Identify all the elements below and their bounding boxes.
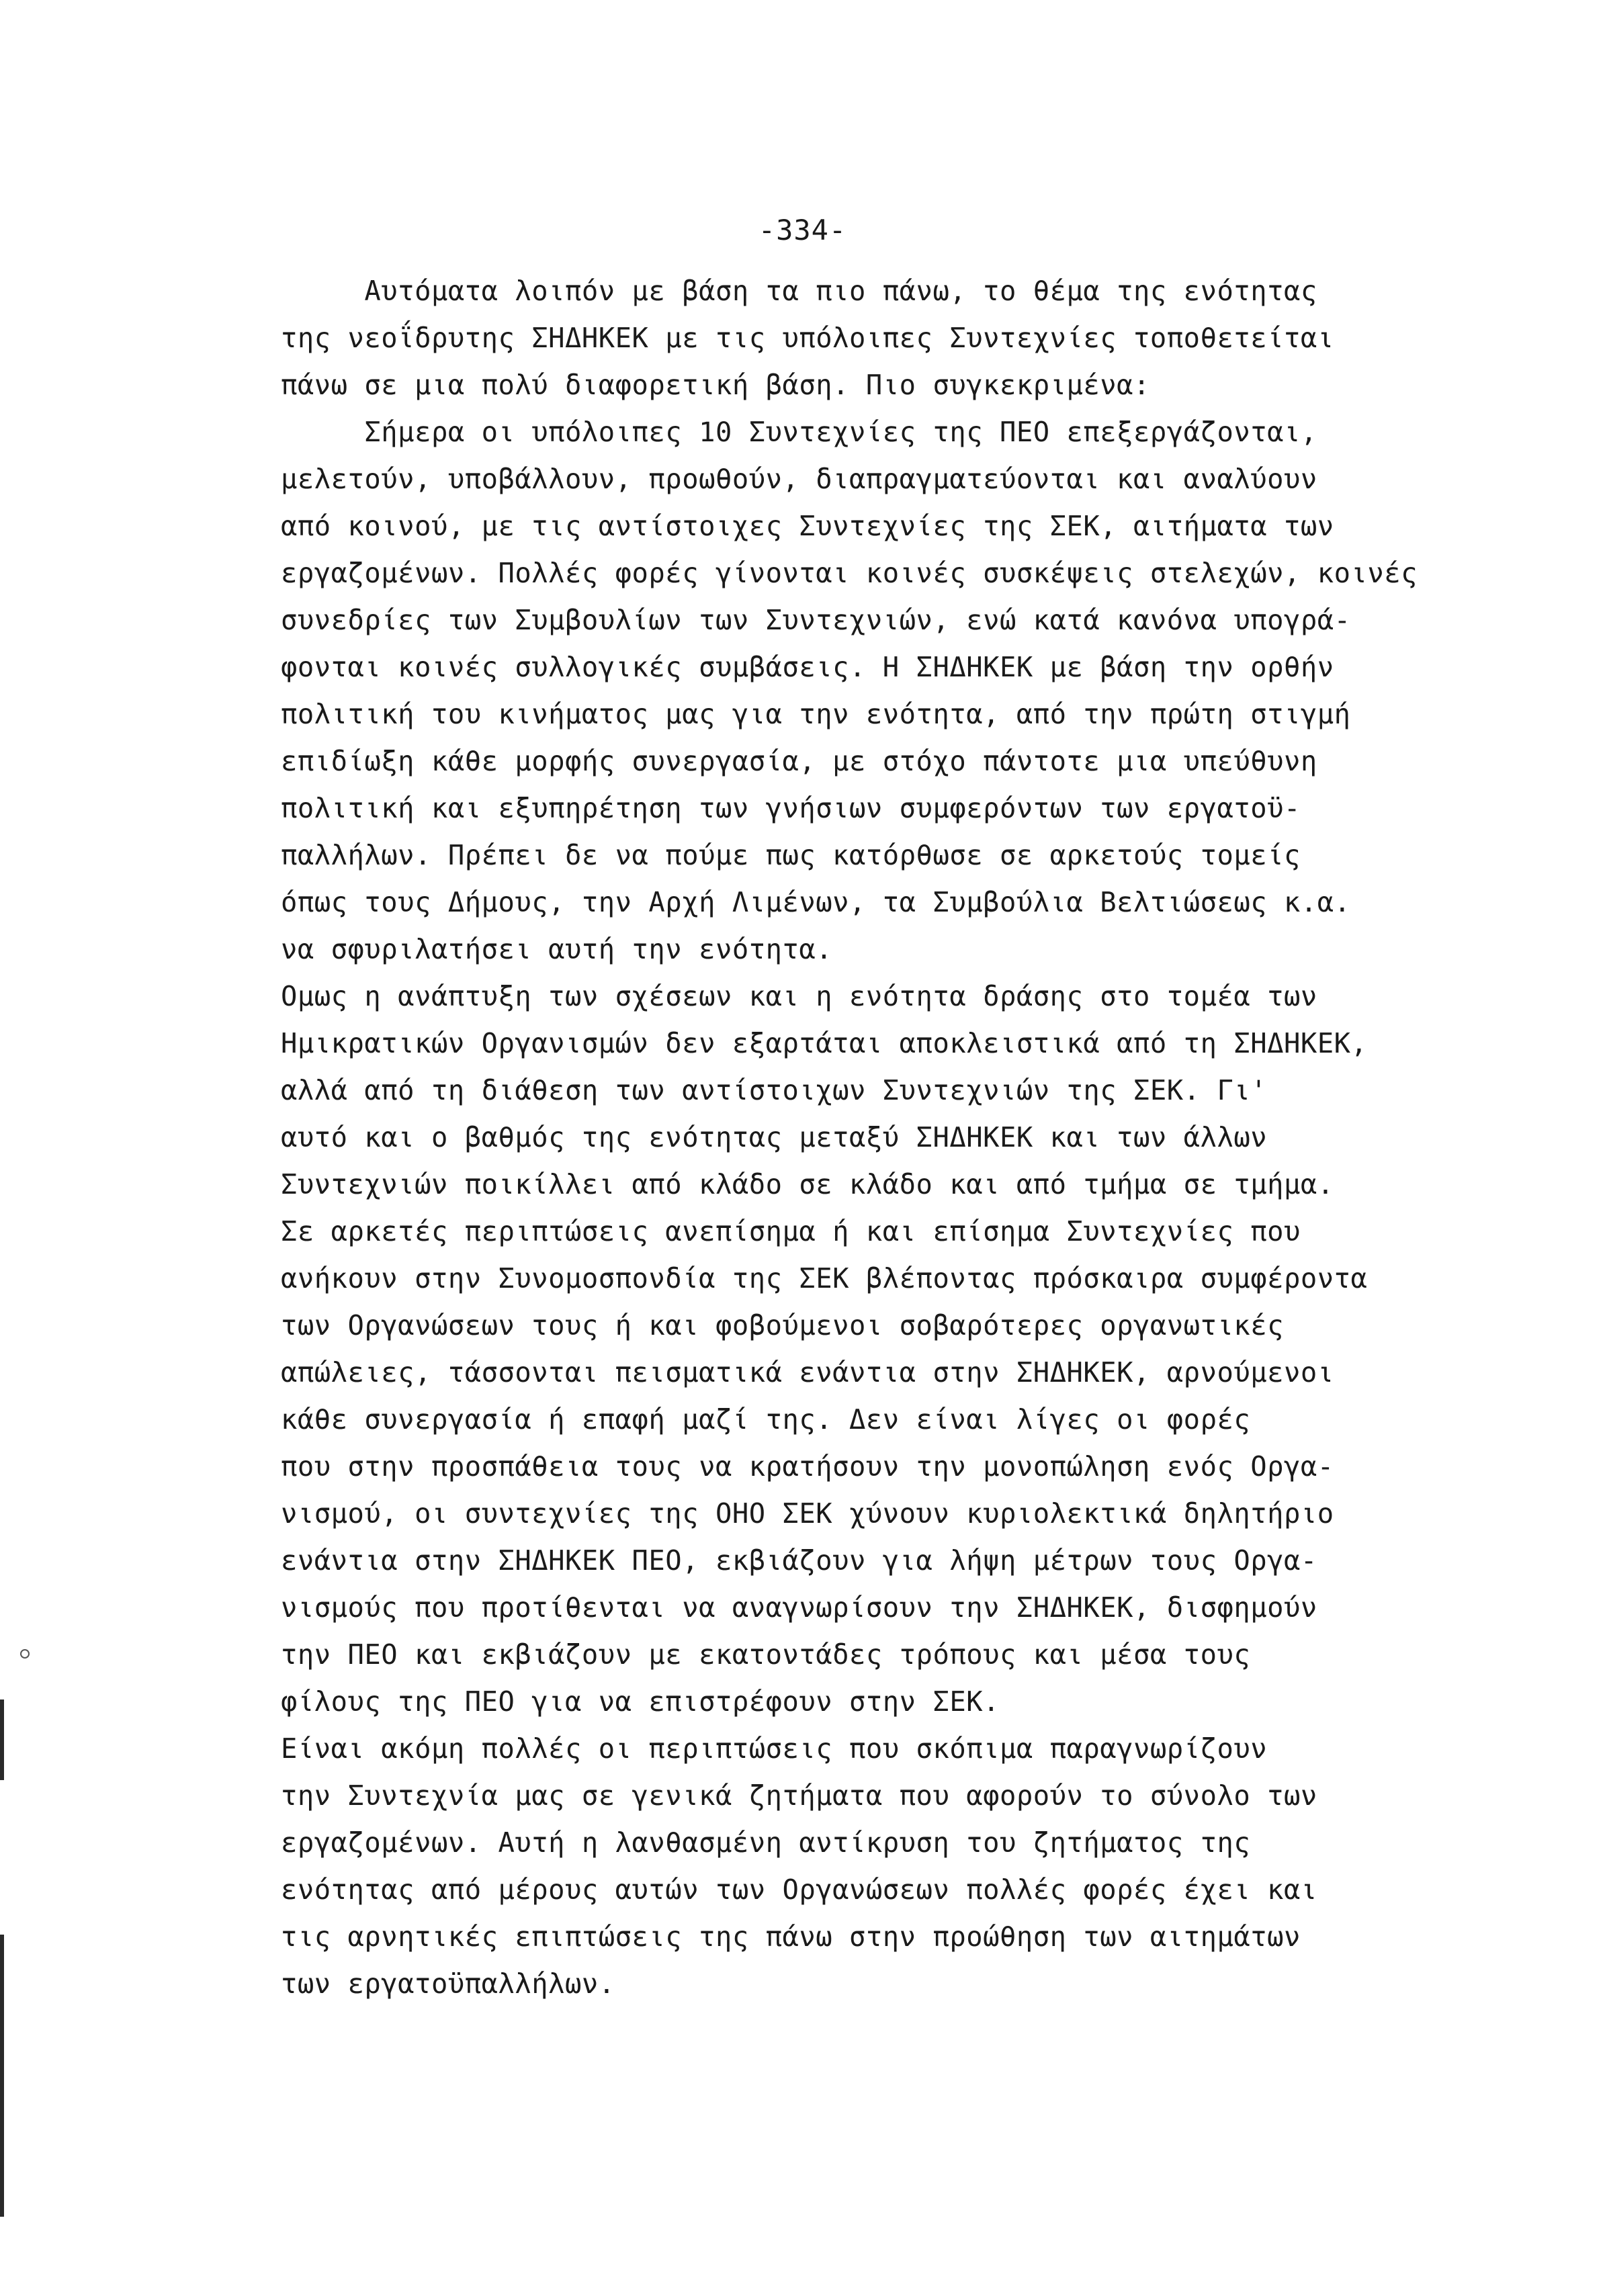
text-line: ενότητας από μέρους αυτών των Οργανώσεων πολλές φορές έχει και <box>281 1873 1317 1906</box>
text-line: την ΠΕΟ και εκβιάζουν με εκατοντάδες τρόπους και μέσα τους <box>281 1638 1251 1671</box>
text-line: Ομως η ανάπτυξη των σχέσεων και η ενότητα δράσης στο τομέα των <box>281 980 1317 1012</box>
text-line: τις αρνητικές επιπτώσεις της πάνω στην προώθηση των αιτημάτων <box>281 1920 1301 1953</box>
text-line: Αυτόματα λοιπόν με βάση τα πιο πάνω, το θέμα της ενότητας <box>281 275 1317 307</box>
text-line: συνεδρίες των Συμβουλίων των Συντεχνιών, ενώ κατά κανόνα υπογρά- <box>281 604 1351 636</box>
text-line: φίλους της ΠΕΟ για να επιστρέφουν στην ΣΕΚ. <box>281 1685 1000 1718</box>
text-line: όπως τους Δήμους, την Αρχή Λιμένων, τα Συμβούλια Βελτιώσεως κ.α. <box>281 886 1351 918</box>
text-line: Σε αρκετές περιπτώσεις ανεπίσημα ή και επίσημα Συντεχνίες που <box>281 1215 1301 1247</box>
scan-edge-mark <box>0 1699 4 1780</box>
text-line: ανήκουν στην Συνομοσπονδία της ΣΕΚ βλέποντας πρόσκαιρα συμφέροντα <box>281 1262 1368 1294</box>
text-line: αυτό και ο βαθμός της ενότητας μεταξύ ΣΗΔΗΚΕΚ και των άλλων <box>281 1121 1268 1153</box>
text-line: Συντεχνιών ποικίλλει από κλάδο σε κλάδο και από τμήμα σε τμήμα. <box>281 1168 1334 1200</box>
text-line: μελετούν, υποβάλλουν, προωθούν, διαπραγματεύονται και αναλύουν <box>281 463 1317 495</box>
text-line: Είναι ακόμη πολλές οι περιπτώσεις που σκόπιμα παραγνωρίζουν <box>281 1732 1268 1765</box>
text-line: φονται κοινές συλλογικές συμβάσεις. Η ΣΗΔΗΚΕΚ με βάση την ορθήν <box>281 651 1334 683</box>
text-line: ενάντια στην ΣΗΔΗΚΕΚ ΠΕΟ, εκβιάζουν για λήψη μέτρων τους Οργα- <box>281 1544 1317 1577</box>
text-line: κάθε συνεργασία ή επαφή μαζί της. Δεν είναι λίγες οι φορές <box>281 1403 1251 1436</box>
text-line: πολιτική του κινήματος μας για την ενότητα, από την πρώτη στιγμή <box>281 698 1351 730</box>
text-line: των εργατοϋπαλλήλων. <box>281 1968 615 2000</box>
text-line: την Συντεχνία μας σε γενικά ζητήματα που αφορούν το σύνολο των <box>281 1779 1317 1812</box>
text-line: Ημικρατικών Οργανισμών δεν εξαρτάται αποκλειστικά από τη ΣΗΔΗΚΕΚ, <box>281 1027 1368 1059</box>
text-line: εργαζομένων. Πολλές φορές γίνονται κοινές συσκέψεις στελεχών, κοινές <box>281 557 1418 589</box>
text-line: της νεοΐδρυτης ΣΗΔΗΚΕΚ με τις υπόλοιπες Συντεχνίες τοποθετείται <box>281 322 1334 354</box>
text-line: παλλήλων. Πρέπει δε να πούμε πως κατόρθωσε σε αρκετούς τομείς <box>281 839 1301 871</box>
text-line: των Οργανώσεων τους ή και φοβούμενοι σοβαρότερες οργανωτικές <box>281 1309 1284 1341</box>
scan-artifact-dot <box>20 1649 30 1659</box>
text-line: επιδίωξη κάθε μορφής συνεργασία, με στόχο πάντοτε μια υπεύθυνη <box>281 745 1317 777</box>
text-line: αλλά από τη διάθεση των αντίστοιχων Συντεχνιών της ΣΕΚ. Γι' <box>281 1074 1268 1106</box>
page-number: -334- <box>758 214 847 247</box>
text-line: πολιτική και εξυπηρέτηση των γνήσιων συμφερόντων των εργατοϋ- <box>281 792 1301 824</box>
text-line: από κοινού, με τις αντίστοιχες Συντεχνίες της ΣΕΚ, αιτήματα των <box>281 510 1334 542</box>
scan-edge-mark <box>0 1935 4 2217</box>
text-line: νισμούς που προτίθενται να αναγνωρίσουν την ΣΗΔΗΚΕΚ, δισφημούν <box>281 1591 1317 1624</box>
text-line: νισμού, οι συντεχνίες της ΟΗΟ ΣΕΚ χύνουν κυριολεκτικά δηλητήριο <box>281 1497 1334 1530</box>
text-line: που στην προσπάθεια τους να κρατήσουν την μονοπώληση ενός Οργα- <box>281 1450 1334 1483</box>
text-line: πάνω σε μια πολύ διαφορετική βάση. Πιο συγκεκριμένα: <box>281 369 1150 401</box>
document-body <box>281 267 1544 2007</box>
text-line: απώλειες, τάσσονται πεισματικά ενάντια στην ΣΗΔΗΚΕΚ, αρνούμενοι <box>281 1356 1334 1388</box>
text-line: εργαζομένων. Αυτή η λανθασμένη αντίκρυση του ζητήματος της <box>281 1826 1251 1859</box>
text-line: Σήμερα οι υπόλοιπες 10 Συντεχνίες της ΠΕΟ επεξεργάζονται, <box>281 416 1317 448</box>
text-line: να σφυριλατήσει αυτή την ενότητα. <box>281 933 833 965</box>
